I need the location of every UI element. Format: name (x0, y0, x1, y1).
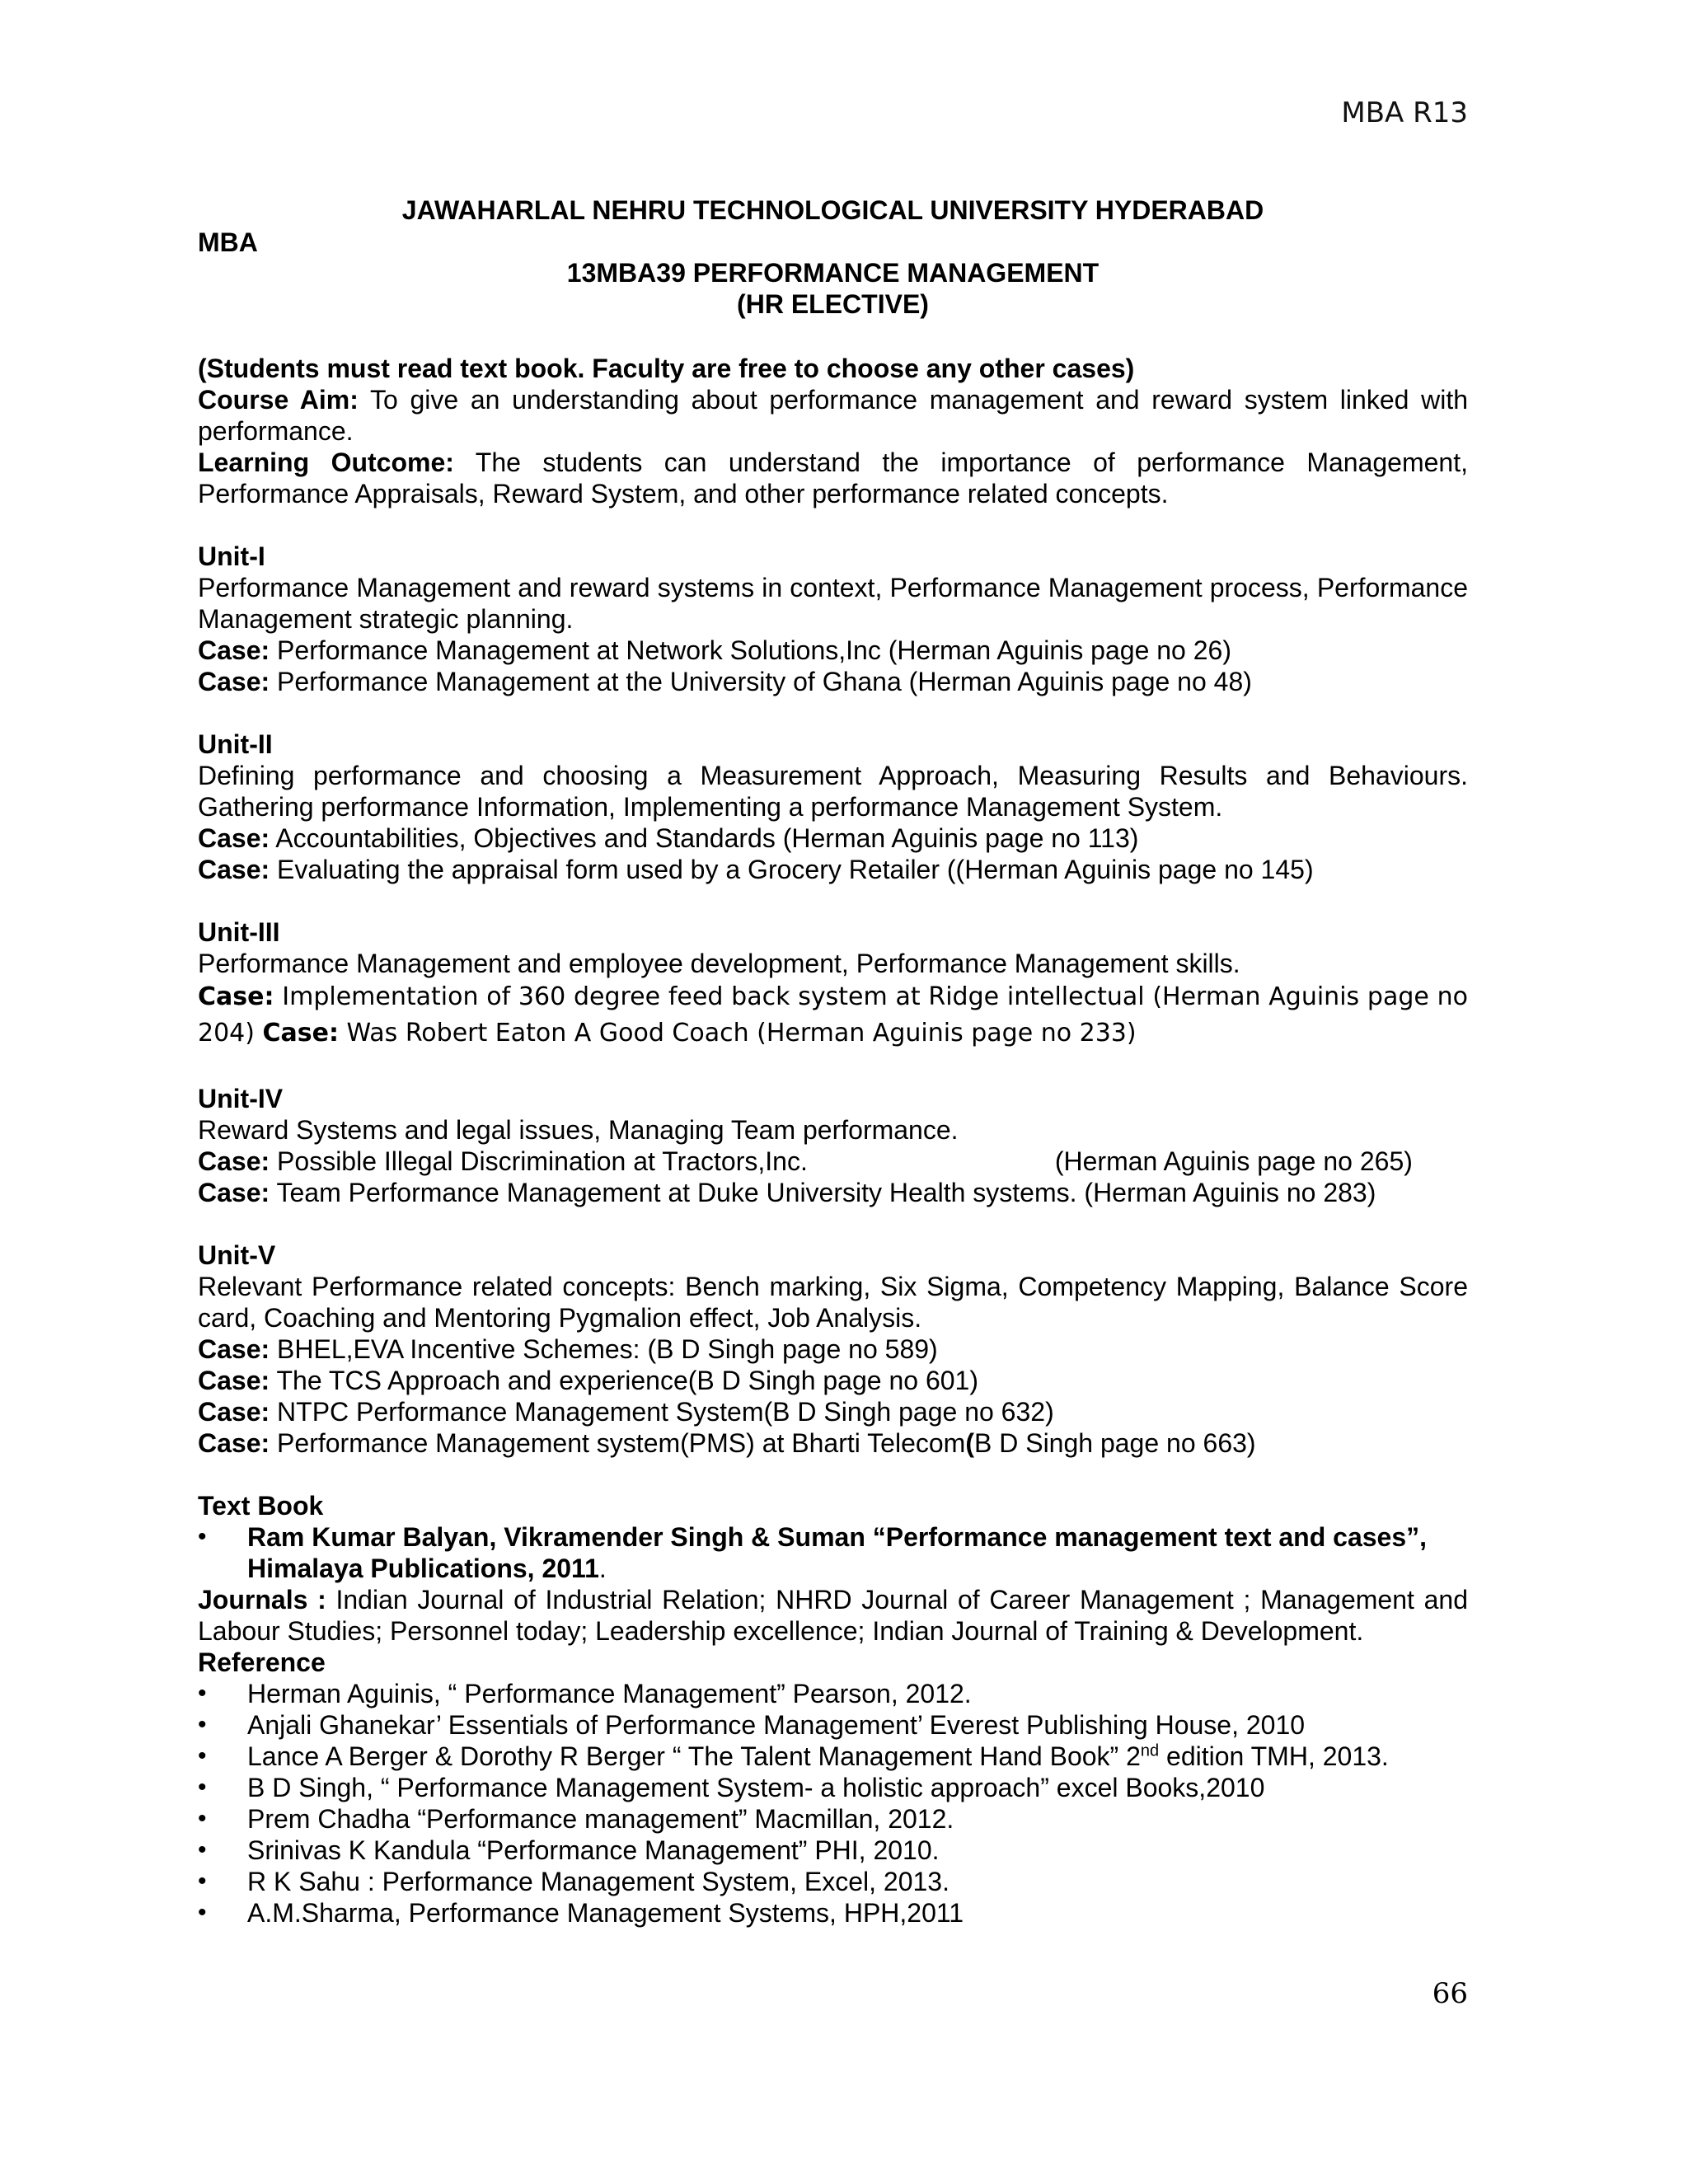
journals-text: Indian Journal of Industrial Relation; NHRD Journal of Career Management ; Management and Labour Studies; Personnel today; Leadership excellence; Indian Journal of Training & Development. (198, 1585, 1469, 1646)
case-line (198, 1365, 1468, 1396)
text-book-heading: Text Book (198, 1491, 324, 1521)
case-line (198, 1396, 1468, 1427)
case-text: Performance Management at Network Solutions,Inc (Herman Aguinis page no 26) (270, 635, 1231, 665)
students-note: (Students must read text book. Faculty are free to choose any other cases) (198, 354, 1135, 383)
list-item: • R K Sahu : Performance Management System, Excel, 2013. (198, 1866, 1468, 1897)
case-text: Evaluating the appraisal form used by a Grocery Retailer ((Herman Aguinis page no 145) (270, 855, 1314, 884)
case-label: Case: (198, 855, 270, 884)
list-item: • A.M.Sharma, Performance Management Systems, HPH,2011 (198, 1897, 1468, 1929)
case-line (198, 1333, 1468, 1365)
reference-text-tail: edition TMH, 2013. (1159, 1741, 1389, 1771)
reference-text: Lance A Berger & Dorothy R Berger “ The Talent Management Hand Book” 2 (247, 1741, 1141, 1771)
text-book-item: Ram Kumar Balyan, Vikramender Singh & Suman “Performance management text and cases”, Himalaya Publications, 2011 (247, 1522, 1428, 1583)
case-label: Case: (198, 1146, 270, 1176)
case-text: Implementation of 360 degree feed back system at Ridge intellectual (Herman Aguinis page no 204) (198, 982, 1468, 1047)
reference-list (198, 1678, 1468, 1929)
case-text: Team Performance Management at Duke University Health systems. (Herman Aguinis no 283) (270, 1178, 1376, 1207)
list-item: • Prem Chadha “Performance management” Macmillan, 2012. (198, 1803, 1468, 1835)
text-book-list (198, 1521, 1468, 1584)
list-item (198, 1521, 1468, 1584)
case-line (198, 979, 1468, 1052)
unit-text: Performance Management and employee development, Performance Management skills. (198, 949, 1240, 978)
case-label: Case: (198, 667, 270, 696)
university-name: JAWAHARLAL NEHRU TECHNOLOGICAL UNIVERSITY HYDERABAD (401, 195, 1264, 225)
learning-outcome-text: The students can understand the importance of performance Management, Performance Appraisals, Reward System, and other performance related concepts. (198, 448, 1469, 509)
program-label: MBA (198, 227, 258, 257)
learning-outcome (198, 447, 1468, 509)
case-text-tail: B D Singh page no 663) (973, 1428, 1256, 1458)
case-text: NTPC Performance Management System(B D Singh page no 632) (270, 1397, 1054, 1427)
case-label: Case: (198, 635, 270, 665)
case-label: Case: (198, 1366, 270, 1395)
case-label: Case: (198, 1178, 270, 1207)
case-label: Case: (198, 1428, 270, 1458)
course-aim-text: To give an understanding about performance management and reward system linked with performance. (198, 385, 1469, 446)
case-text: Performance Management system(PMS) at Bharti Telecom (270, 1428, 966, 1458)
case-line (198, 854, 1468, 885)
case-page-ref: (Herman Aguinis page no 265) (1054, 1146, 1413, 1176)
header-program-code: MBA R13 (1341, 96, 1468, 129)
course-aim (198, 384, 1468, 447)
case-line (198, 1427, 1468, 1459)
case-text: Accountabilities, Objectives and Standards (Herman Aguinis page no 113) (270, 823, 1139, 853)
unit-title: Unit-I (198, 541, 265, 571)
case-text: Was Robert Eaton A Good Coach (Herman Aguinis page no 233) (338, 1019, 1137, 1047)
elective-tag: (HR ELECTIVE) (737, 289, 929, 319)
case-text: The TCS Approach and experience(B D Singh page no 601) (270, 1366, 978, 1395)
syllabus-body (198, 353, 1468, 1929)
unit-title: Unit-IV (198, 1084, 284, 1113)
case-text: Performance Management at the University of Ghana (Herman Aguinis page no 48) (270, 667, 1252, 696)
list-item: • Herman Aguinis, “ Performance Management” Pearson, 2012. (198, 1678, 1468, 1709)
list-item (198, 1741, 1468, 1772)
case-label: Case: (198, 1334, 270, 1364)
page-number: 66 (1432, 1977, 1468, 2010)
unit-title: Unit-V (198, 1240, 276, 1270)
unit-title: Unit-II (198, 729, 273, 759)
case-paren: ( (965, 1428, 974, 1458)
case-text: BHEL,EVA Incentive Schemes: (B D Singh page no 589) (270, 1334, 938, 1364)
list-item: • Anjali Ghanekar’ Essentials of Performance Management’ Everest Publishing House, 2010 (198, 1709, 1468, 1741)
unit-text: Defining performance and choosing a Measurement Approach, Measuring Results and Behaviours. Gathering performance Information, Implementing a performance Management System. (198, 761, 1468, 822)
journals (198, 1584, 1468, 1647)
unit-text: Reward Systems and legal issues, Managing Team performance. (198, 1115, 959, 1145)
case-label: Case: (262, 1019, 339, 1047)
case-label: Case: (198, 823, 270, 853)
case-text: Possible Illegal Discrimination at Tractors,Inc. (270, 1146, 808, 1176)
course-title: 13MBA39 PERFORMANCE MANAGEMENT (566, 258, 1100, 288)
case-line (198, 823, 1468, 854)
ordinal-suffix: nd (1140, 1741, 1160, 1760)
unit-text: Performance Management and reward systems in context, Performance Management process, Performance Management strategic planning. (198, 573, 1468, 634)
list-item: • B D Singh, “ Performance Management System- a holistic approach” excel Books,2010 (198, 1772, 1468, 1803)
case-line (198, 666, 1468, 697)
text-book-item-end: . (598, 1554, 607, 1583)
case-line (198, 1177, 1468, 1208)
case-line (198, 635, 1468, 666)
unit-title: Unit-III (198, 917, 280, 947)
course-aim-label: Course Aim: (198, 385, 359, 415)
case-label: Case: (198, 982, 274, 1011)
reference-heading: Reference (198, 1647, 326, 1677)
list-item: • Srinivas K Kandula “Performance Management” PHI, 2010. (198, 1835, 1468, 1866)
case-label: Case: (198, 1397, 270, 1427)
unit-text: Relevant Performance related concepts: Bench marking, Six Sigma, Competency Mapping, Balance Score card, Coaching and Mentoring Pygmalion effect, Job Analysis. (198, 1272, 1468, 1333)
learning-outcome-label: Learning Outcome: (198, 448, 454, 477)
case-line (198, 1146, 1468, 1177)
journals-label: Journals : (198, 1585, 326, 1615)
